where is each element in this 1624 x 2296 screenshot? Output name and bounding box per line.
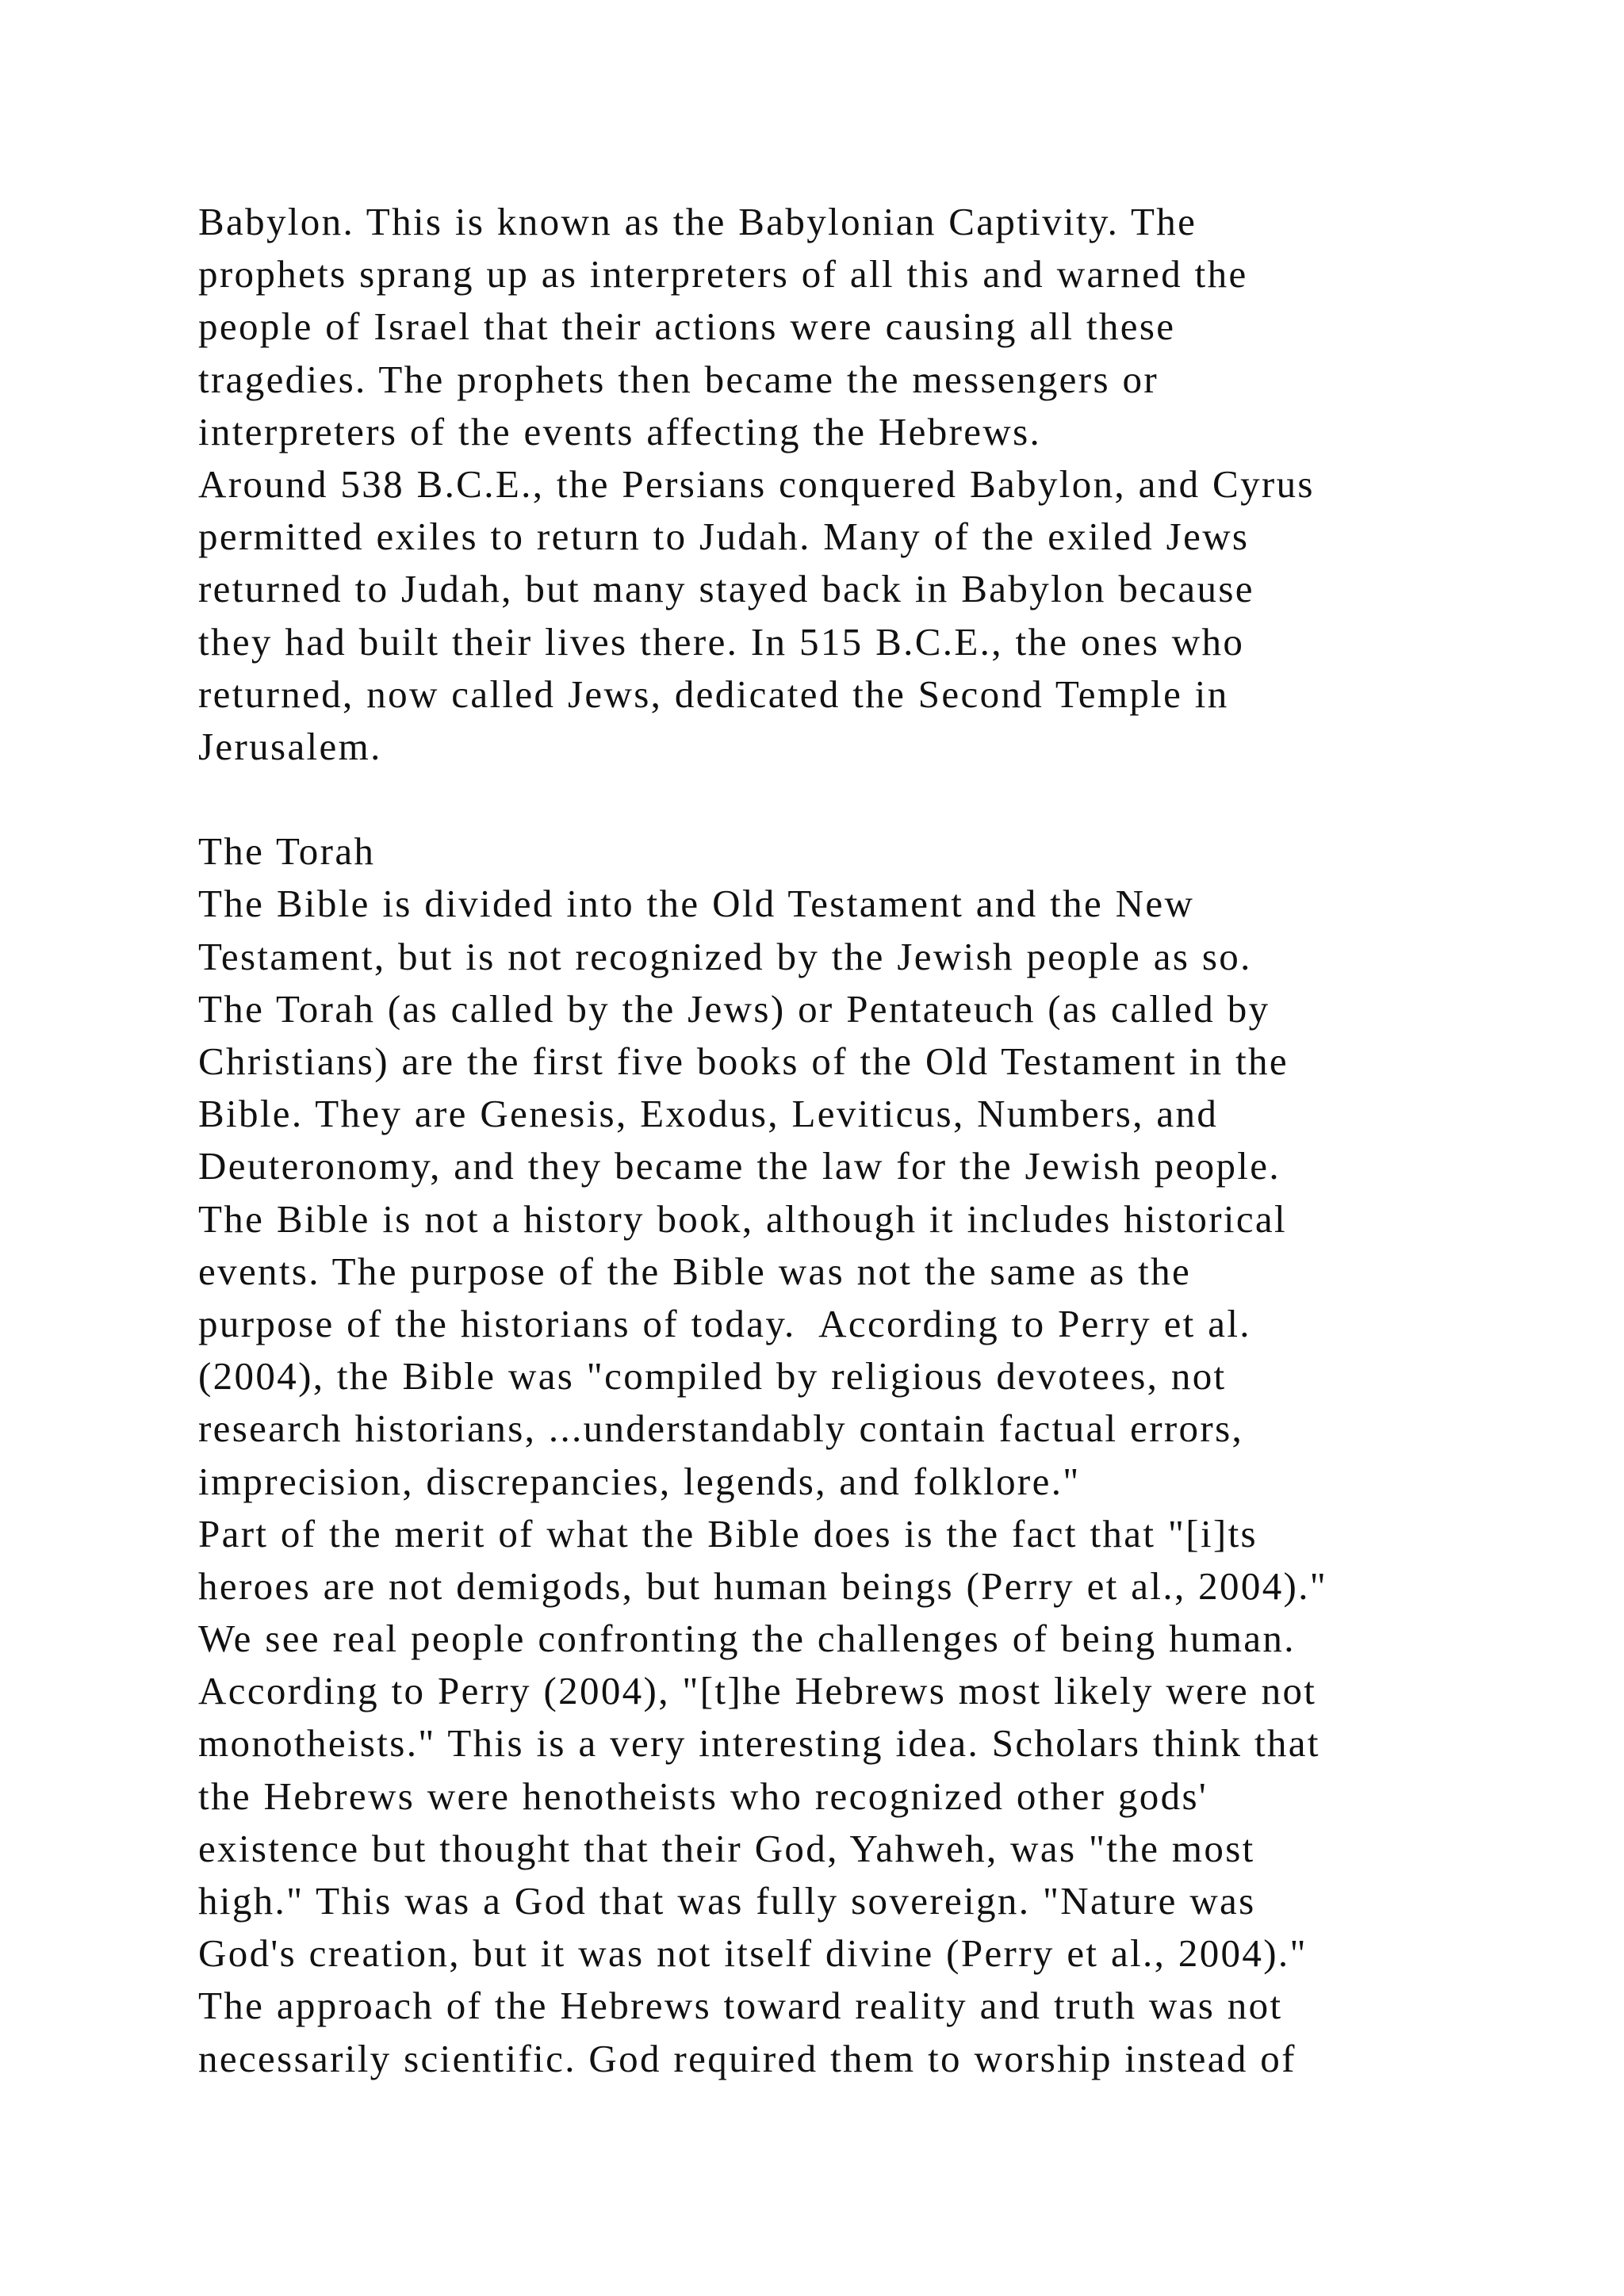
text-line-11: Jerusalem. bbox=[198, 724, 382, 768]
text-line-10: returned, now called Jews, dedicated the Second Temple in bbox=[198, 672, 1229, 716]
text-line-9: they had built their lives there. In 515 B.C.E., the ones who bbox=[198, 619, 1245, 664]
text-line-16: The Torah (as called by the Jews) or Pentateuch (as called by bbox=[198, 986, 1270, 1031]
text-line-19: Deuteronomy, and they became the law for the Jewish people. bbox=[198, 1144, 1281, 1188]
text-line-33: high." This was a God that was fully sovereign. "Nature was bbox=[198, 1879, 1256, 1923]
text-line-35: The approach of the Hebrews toward reality and truth was not bbox=[198, 1984, 1283, 2028]
text-line-20: The Bible is not a history book, although it includes historical bbox=[198, 1196, 1287, 1241]
text-line-30: monotheists." This is a very interesting idea. Scholars think that bbox=[198, 1721, 1320, 1766]
text-line-26: Part of the merit of what the Bible does is the fact that "[i]ts bbox=[198, 1511, 1258, 1556]
document-text-body bbox=[198, 196, 1546, 2085]
text-line-6: Around 538 B.C.E., the Persians conquered Babylon, and Cyrus bbox=[198, 461, 1315, 506]
text-line-22: purpose of the historians of today. According to Perry et al. bbox=[198, 1301, 1251, 1345]
text-line-5: interpreters of the events affecting the Hebrews. bbox=[198, 409, 1042, 453]
text-line-3: people of Israel that their actions were causing all these bbox=[198, 304, 1176, 349]
text-line-34: God's creation, but it was not itself divine (Perry et al., 2004)." bbox=[198, 1931, 1308, 1976]
section-heading: The Torah bbox=[198, 829, 376, 874]
text-line-29: According to Perry (2004), "[t]he Hebrews most likely were not bbox=[198, 1669, 1317, 1713]
text-line-2: prophets sprang up as interpreters of all this and warned the bbox=[198, 252, 1248, 297]
text-line-15: Testament, but is not recognized by the Jewish people as so. bbox=[198, 934, 1252, 978]
text-line-18: Bible. They are Genesis, Exodus, Leviticus, Numbers, and bbox=[198, 1092, 1219, 1136]
text-line-24: research historians, ...understandably contain factual errors, bbox=[198, 1406, 1244, 1451]
text-line-25: imprecision, discrepancies, legends, and folklore." bbox=[198, 1459, 1081, 1503]
text-line-14: The Bible is divided into the Old Testament and the New bbox=[198, 882, 1195, 926]
text-line-8: returned to Judah, but many stayed back in Babylon because bbox=[198, 567, 1254, 611]
blank-line bbox=[198, 773, 1546, 825]
text-line-17: Christians) are the first five books of the Old Testament in the bbox=[198, 1039, 1289, 1083]
text-line-28: We see real people confronting the challenges of being human. bbox=[198, 1617, 1296, 1661]
text-line-23: (2004), the Bible was "compiled by religious devotees, not bbox=[198, 1354, 1227, 1399]
text-line-21: events. The purpose of the Bible was not the same as the bbox=[198, 1249, 1192, 1293]
text-line-36: necessarily scientific. God required them to worship instead of bbox=[198, 2036, 1297, 2080]
text-line-1: Babylon. This is known as the Babylonian Captivity. The bbox=[198, 200, 1197, 243]
text-line-32: existence but thought that their God, Yahweh, was "the most bbox=[198, 1826, 1255, 1870]
text-line-27: heroes are not demigods, but human beings (Perry et al., 2004)." bbox=[198, 1563, 1328, 1608]
text-line-31: the Hebrews were henotheists who recognized other gods' bbox=[198, 1774, 1208, 1818]
text-line-4: tragedies. The prophets then became the messengers or bbox=[198, 357, 1159, 401]
text-line-7: permitted exiles to return to Judah. Many of the exiled Jews bbox=[198, 515, 1250, 559]
